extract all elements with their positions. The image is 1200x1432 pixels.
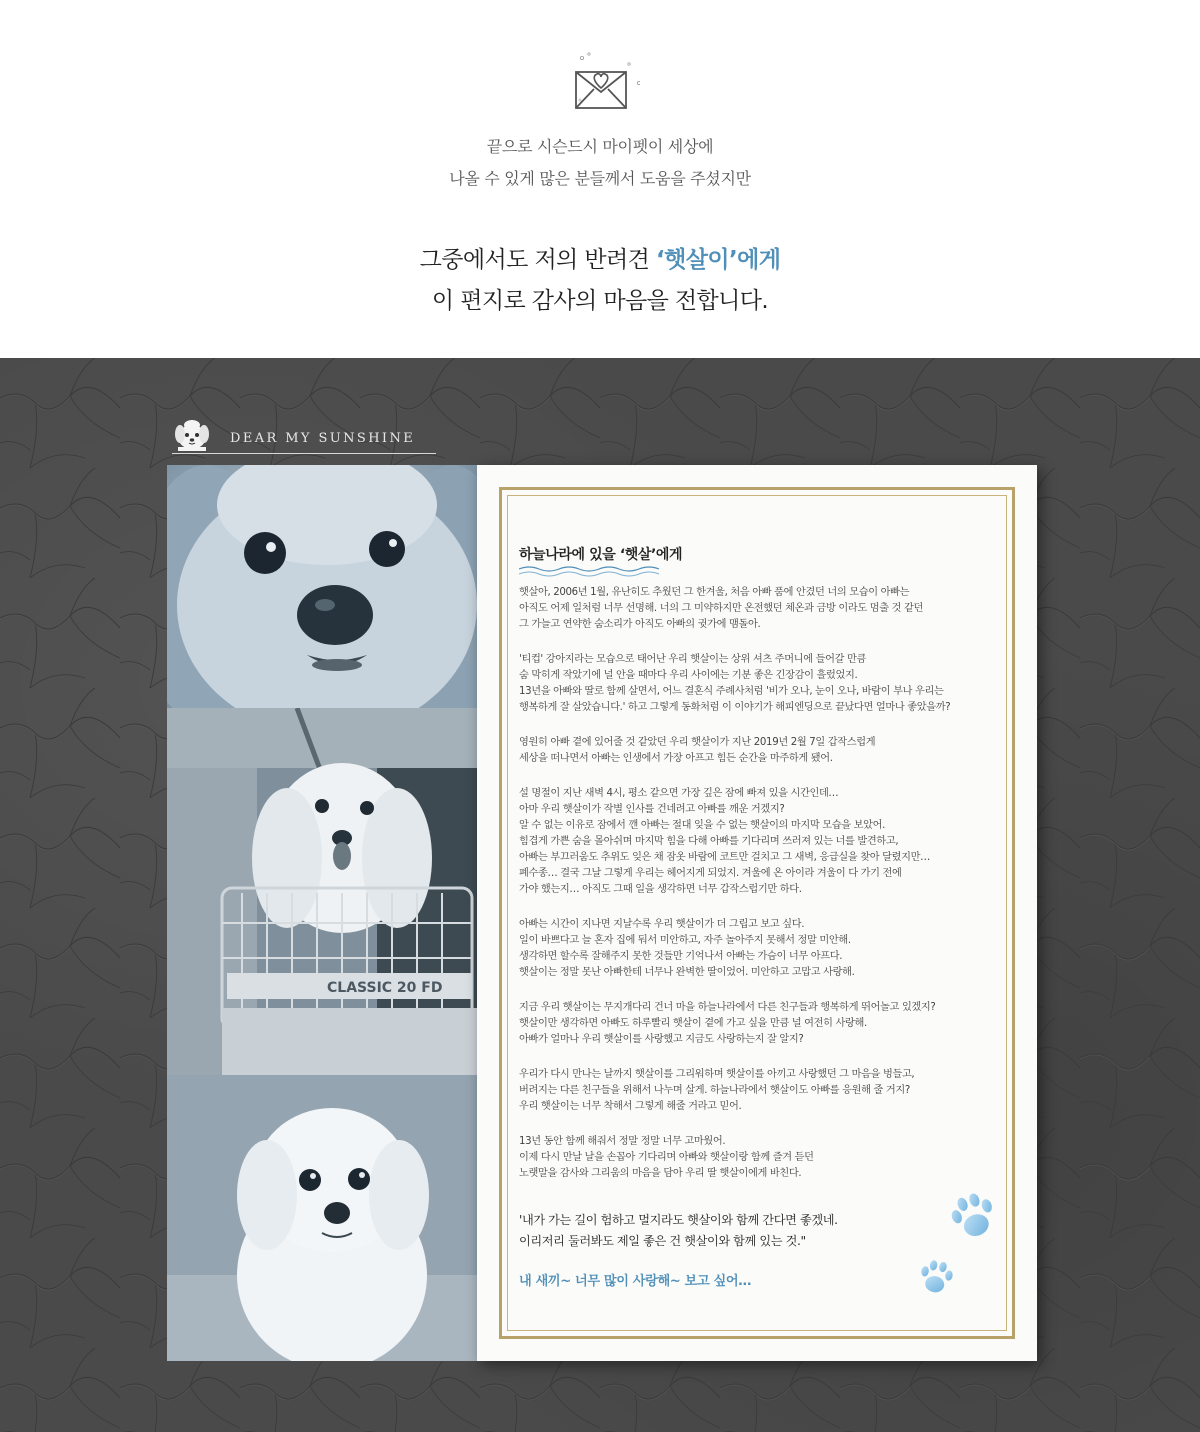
- wave-underline: [519, 564, 669, 578]
- letter-body: [519, 585, 1019, 1201]
- dog-photo-sitting: [167, 1075, 477, 1361]
- letter-line: 13년 동안 함께 해줘서 정말 정말 너무 고마웠어.: [519, 1136, 726, 1147]
- letter-line: 13년을 아빠와 딸로 함께 살면서, 어느 결혼식 주례사처럼 '비가 오나, 눈이 오나, 바람이 부나 우리는: [519, 686, 944, 697]
- letter-paragraph-4: [519, 786, 1019, 898]
- letter-line: 우리가 다시 만나는 날까지 햇살이를 그리워하며 햇살이를 아끼고 사랑했던 그 마음을 벙들고,: [519, 1069, 915, 1080]
- letter-line: 아빠는 부끄러움도 추위도 잊은 채 잠옷 바람에 코트만 걸치고 그 새벽, 응급실을 찾아 달렸지만…: [519, 852, 930, 863]
- envelope-heart-icon: [570, 52, 640, 118]
- letter-paragraph-8: [519, 1134, 1019, 1182]
- dog-photo-basket: [167, 708, 477, 1075]
- intro-line-2: 나올 수 있게 많은 분들께서 도움을 주셨지만: [449, 169, 751, 188]
- letter-line: 일이 바쁘다고 늘 혼자 집에 둬서 미안하고, 자주 놀아주지 못해서 정말 미안해.: [519, 935, 851, 946]
- headline-text: 그중에서도 저의 반려견: [419, 247, 656, 273]
- letter-line: 세상을 떠나면서 아빠는 인생에서 가장 아프고 힘든 순간을 마주하게 됐어.: [519, 753, 833, 764]
- paw-print-icon: [944, 1187, 1002, 1245]
- headline-line-2: 이 편지로 감사의 마음을 전합니다.: [431, 288, 769, 314]
- letter-line: '티컵' 강아지라는 모습으로 태어난 우리 햇살이는 상위 셔츠 주머니에 들어갈 만큼: [519, 654, 866, 665]
- letter-line: 노랫말을 감사와 그리움의 마음을 담아 우리 딸 햇살이에게 바친다.: [519, 1168, 802, 1179]
- brand-divider: [172, 453, 436, 454]
- letter-line: 설 명절이 지난 새벽 4시, 평소 같으면 가장 깊은 잠에 빠져 있을 시간인데…: [519, 788, 839, 799]
- brand-title: DEAR MY SUNSHINE: [230, 431, 416, 446]
- letter-quote: [519, 1210, 999, 1252]
- intro-section: [0, 0, 1200, 358]
- letter-line: 우리 햇살이는 너무 착해서 그렇게 해줄 거라고 믿어.: [519, 1101, 742, 1112]
- brand-header: [172, 416, 436, 456]
- letter-paragraph-6: [519, 1000, 1019, 1048]
- letter-closing: 내 새끼~ 너무 많이 사랑해~ 보고 싶어…: [519, 1274, 751, 1289]
- paw-print-icon: [914, 1255, 958, 1299]
- letter-paragraph-7: [519, 1067, 1019, 1115]
- quote-line-1: '내가 가는 길이 험하고 멀지라도 햇살이와 함께 간다면 좋겠네.: [519, 1213, 838, 1227]
- quote-line-2: 이리저리 둘러봐도 제일 좋은 건 햇살이와 함께 있는 것.": [519, 1234, 806, 1248]
- letter-line: 햇살이는 정말 못난 아빠한테 너무나 완벽한 딸이었어. 미안하고 고맙고 사랑해.: [519, 967, 855, 978]
- letter-line: 아마 우리 햇살이가 작별 인사를 건네려고 아빠를 깨운 거겠지?: [519, 804, 785, 815]
- basket-label: CLASSIC 20 FD: [327, 980, 443, 996]
- dog-photo-closeup: [167, 465, 477, 708]
- letter-line: 폐수종… 결국 그날 그렇게 우리는 헤어지게 되었지. 겨울에 온 아이라 겨울이 다 가기 전에: [519, 868, 902, 879]
- letter-line: 가야 했는지… 아직도 그때 일을 생각하면 너무 갑작스럽기만 하다.: [519, 884, 802, 895]
- letter-line: 햇살아, 2006년 1월, 유난히도 추웠던 그 한겨울, 처음 아빠 품에 안겼던 너의 모습이 아빠는: [519, 587, 910, 598]
- letter-line: 버려지는 다른 친구들을 위해서 나누며 살게. 하늘나라에서 햇살이도 아빠를 응원해 줄 거지?: [519, 1085, 910, 1096]
- headline-accent: ‘햇살이’에게: [655, 247, 781, 273]
- letter-line: 그 가늘고 연약한 숨소리가 아직도 아빠의 귓가에 맴돌아.: [519, 619, 761, 630]
- letter-paper: [477, 465, 1037, 1361]
- dog-face-icon: [174, 416, 210, 452]
- letter-paragraph-2: [519, 652, 1019, 716]
- letter-line: 이제 다시 만날 날을 손꼽아 기다리며 아빠와 햇살이랑 함께 즐겨 듣던: [519, 1152, 814, 1163]
- letter-line: 지금 우리 햇살이는 무지개다리 건너 마을 하늘나라에서 다른 친구들과 행복하게 뛰어놀고 있겠지?: [519, 1002, 936, 1013]
- letter-line: 생각하면 할수록 잘해주지 못한 것들만 기억나서 아빠는 가슴이 너무 아프다.: [519, 951, 843, 962]
- letter-paragraph-5: [519, 917, 1019, 981]
- letter-line: 숨 막히게 작았기에 널 안을 때마다 우리 사이에는 기분 좋은 긴장감이 흘렀었지.: [519, 670, 858, 681]
- letter-title: 하늘나라에 있을 ‘햇살’에게: [519, 547, 683, 563]
- letter-line: 아빠가 얼마나 우리 햇살이를 사랑했고 지금도 사랑하는지 잘 알지?: [519, 1034, 804, 1045]
- intro-line-1: 끝으로 시슨드시 마이펫이 세상에: [486, 137, 714, 156]
- letter-line: 영원히 아빠 곁에 있어줄 것 같았던 우리 햇살이가 지난 2019년 2월 7일 갑작스럽게: [519, 737, 876, 748]
- headline-line-1: [0, 241, 1200, 274]
- letter-line: 아빠는 시간이 지나면 지날수록 우리 햇살이가 더 그립고 보고 싶다.: [519, 919, 805, 930]
- letter-line: 힘겹게 가쁜 숨을 몰아쉬며 마지막 힘을 다해 아빠를 기다리며 쓰러져 있는 너를 발견하고,: [519, 836, 899, 847]
- letter-line: 행복하게 잘 살았습니다.' 하고 그렇게 동화처럼 이 이야기가 해피엔딩으로 끝났다면 얼마나 좋았을까?: [519, 702, 951, 713]
- letter-line: 햇살이만 생각하면 아빠도 하루빨리 햇살이 곁에 가고 싶을 만큼 널 여전히 사랑해.: [519, 1018, 867, 1029]
- letter-line: 아직도 어제 일처럼 너무 선명해. 너의 그 미약하지만 온전했던 체온과 금방 이라도 멈출 것 같던: [519, 603, 923, 614]
- letter-line: 알 수 없는 이유로 잠에서 깬 아빠는 절대 잊을 수 없는 햇살이의 마지막 모습을 보았어.: [519, 820, 886, 831]
- letter-paragraph-3: [519, 735, 1019, 767]
- letter-paragraph-1: [519, 585, 1019, 633]
